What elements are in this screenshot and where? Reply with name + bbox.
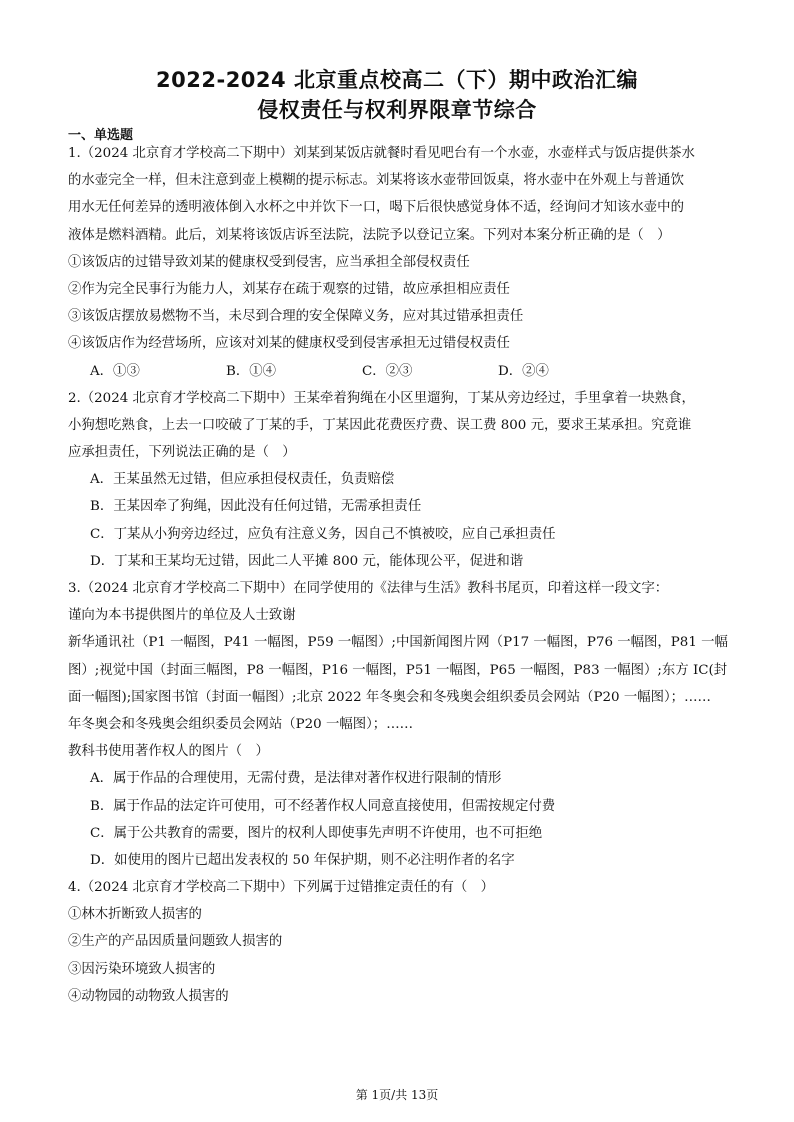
option-d: D．丁某和王某均无过错，因此二人平摊 800 元，能体现公平，促进和谐 — [90, 553, 524, 569]
option-d: D．如使用的图片已超出发表权的 50 年保护期，则不必注明作者的名字 — [90, 852, 515, 868]
page-subtitle: 侵权责任与权利界限章节综合 — [257, 98, 537, 122]
question-stem-line: 应承担责任，下列说法正确的是（ ） — [68, 445, 296, 461]
page-title: 2022-2024 北京重点校高二（下）期中政治汇编 — [156, 68, 638, 92]
option-a: A．①③ — [90, 363, 140, 379]
option-c: C．②③ — [362, 363, 413, 379]
question-stem-line: 面一幅图);国家图书馆（封面一幅图）;北京 2022 年冬奥会和冬残奥会组织委员会网站（P20 一幅图）；…… — [68, 689, 711, 705]
option-d: D．②④ — [498, 363, 549, 379]
question-1 — [68, 140, 728, 385]
statement: ③因污染环境致人损害的 — [68, 961, 216, 977]
question-stem-line: 3.（2024 北京育才学校高二下期中）在同学使用的《法律与生活》教科书尾页，印着这样一段文字： — [68, 581, 669, 596]
option-a: A．属于作品的合理使用，无需付费，是法律对著作权进行限制的情形 — [90, 771, 502, 787]
option-a: A．王某虽然无过错，但应承担侵权责任，负责赔偿 — [90, 472, 395, 488]
option-b: B．王某因牵了狗绳，因此没有任何过错，无需承担责任 — [90, 499, 422, 515]
option-b: B．属于作品的法定许可使用，可不经著作权人同意直接使用，但需按规定付费 — [90, 798, 556, 814]
question-stem-line: 用水无任何差异的透明液体倒入水杯之中并饮下一口，喝下后很快感觉身体不适，经询问才知该水壶中的 — [68, 200, 684, 216]
question-stem-line: 1.（2024 北京育才学校高二下期中）刘某到某饭店就餐时看见吧台有一个水壶，水壶样式与饭店提供茶水 — [68, 146, 695, 161]
question-stem-line: 谨向为本书提供图片的单位及人士致谢 — [68, 608, 296, 624]
section-heading: 一、单选题 — [68, 128, 134, 143]
question-4 — [68, 874, 728, 1010]
question-stem-line: 2.（2024 北京育才学校高二下期中）王某牵着狗绳在小区里遛狗，丁某从旁边经过，手里拿着一块熟食， — [68, 390, 695, 406]
question-stem-line: 年冬奥会和冬残奥会组织委员会网站（P20 一幅图）；…… — [68, 716, 413, 732]
answer-options — [68, 358, 728, 385]
question-stem-line: 液体是燃料酒精。此后，刘某将该饭店诉至法院，法院予以登记立案。下列对本案分析正确的是（ ） — [68, 227, 671, 243]
statement: ④该饭店作为经营场所，应该对刘某的健康权受到侵害承担无过错侵权责任 — [68, 336, 510, 352]
option-b: B．①④ — [226, 363, 277, 379]
question-stem-line: 小狗想吃熟食，上去一口咬破了丁某的手，丁某因此花费医疗费、误工费 800 元，要求王某承担。究竟谁 — [68, 417, 692, 433]
question-2 — [68, 385, 728, 575]
statement: ②作为完全民事行为能力人，刘某存在疏于观察的过错，故应承担相应责任 — [68, 281, 510, 297]
question-stem-line: 图）;视觉中国（封面三幅图，P8 一幅图，P16 一幅图，P51 一幅图，P65 一幅图，P83 一幅图）;东方 IC(封 — [68, 662, 728, 678]
statement: ②生产的产品因质量问题致人损害的 — [68, 934, 283, 950]
question-stem-line: 的水壶完全一样，但未注意到壶上模糊的提示标志。刘某将该水壶带回饭桌，将水壶中在外观上与普通饮 — [68, 173, 684, 189]
statement: ④动物园的动物致人损害的 — [68, 988, 229, 1004]
statement: ①林木折断致人损害的 — [68, 907, 202, 923]
question-stem-line: 教科书使用著作权人的图片（ ） — [68, 744, 269, 760]
statement: ①该饭店的过错导致刘某的健康权受到侵害，应当承担全部侵权责任 — [68, 254, 470, 270]
page-footer: 第 1页/共 13页 — [355, 1088, 439, 1102]
option-c: C．丁某从小狗旁边经过，应负有注意义务，因自己不慎被咬，应自己承担责任 — [90, 526, 556, 542]
question-3 — [68, 575, 728, 874]
statement: ③该饭店摆放易燃物不当，未尽到合理的安全保障义务，应对其过错承担责任 — [68, 309, 524, 325]
question-stem-line: 新华通讯社（P1 一幅图，P41 一幅图，P59 一幅图）;中国新闻图片网（P17 一幅图，P76 一幅图，P81 一幅 — [68, 635, 728, 651]
option-c: C．属于公共教育的需要，图片的权利人即使事先声明不许使用，也不可拒绝 — [90, 825, 543, 841]
question-list — [68, 140, 728, 1010]
question-stem-line: 4.（2024 北京育才学校高二下期中）下列属于过错推定责任的有（ ） — [68, 880, 495, 896]
